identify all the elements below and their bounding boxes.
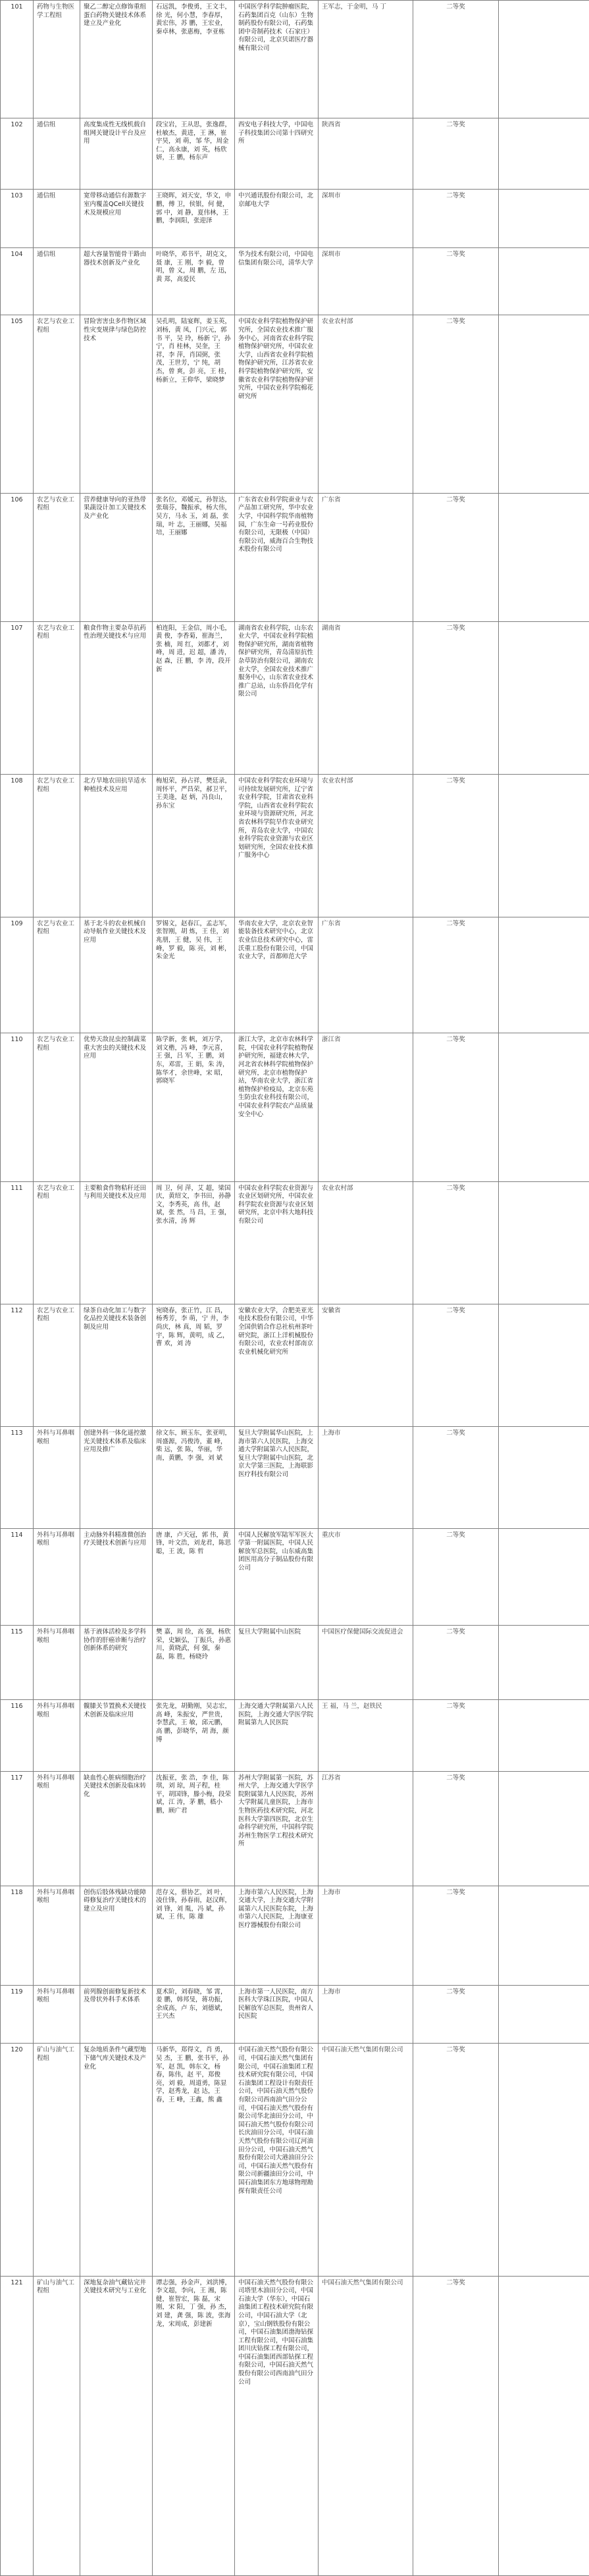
main-completers: 段宝岩，王从思，张逸群，杜敏杰，黄进，王 淋，崔宇昊，刘 萌，邹 华，周金仁，高永康，刘 英，杨欣妍，王 鹏，杨东声 — [153, 118, 235, 189]
main-units: 湖南省农业科学院，山东农业大学，中国农业科学院植物保护研究所，湖南省植物保护研究所，青岛清原抗性杂草防治有限公司，湖南农业大学，全国农业技术推广服务中心，山东省农业技术推广总站，山东侨昌化学有限公司 — [235, 621, 319, 775]
award-rows — [1, 1, 589, 2576]
main-units: 苏州大学附属第一医院，苏州大学，上海交通大学医学院附属第九人民医院，苏州大学附属儿童医院，上海市生物医药技术研究院，河北医科大学第四医院，北京生命科学研究所，中国科学院苏州生物医学工程技术研究所 — [235, 1771, 319, 1886]
award-grade: 二等奖 — [413, 1771, 499, 1886]
table-row — [1, 621, 589, 775]
nominator: 广东省 — [319, 917, 413, 1033]
project-number: 101 — [1, 1, 34, 118]
review-group: 矿山与油气工程组 — [34, 2276, 80, 2575]
main-completers: 陈学新，张 帆，刘万学，刘文楷，冯 峰，李元喜，王 强，吕 军，王 鹏，刘 东，邓雷，王 娟，朱 涛，陈华才，余世峰，宋 昭，郭晓军 — [153, 1033, 235, 1181]
table-row — [1, 1427, 589, 1529]
project-number: 108 — [1, 775, 34, 917]
blank-cell — [499, 2276, 589, 2575]
project-number: 103 — [1, 190, 34, 248]
award-grade: 二等奖 — [413, 493, 499, 621]
main-completers: 宛晓春，张正竹，江 昌，杨秀芳，李 萌，宁 井，李尚庆，林 真，周 韬，罗 宇，陈 辉，黄明，成 乙，曹 欢，刘 涛 — [153, 1304, 235, 1426]
review-group: 外科与耳鼻咽喉组 — [34, 1700, 80, 1771]
main-units: 上海市第一人民医院，南方医科大学珠江医院，中国人民解放军总医院，贵州省人民医院 — [235, 1985, 319, 2044]
main-units: 中国人民解放军陆军军医大学第一附属医院，中国人民解放军总医院，山东威高集团医用高分子制品股份有限公司 — [235, 1528, 319, 1625]
main-completers: 樊 嘉，周 俭，高 强，杨欣荣，史颖弘，丁振兵，孙惠川，黄晓武，何 强，秦 磊，陈 胜，杨晓玲 — [153, 1625, 235, 1699]
main-completers: 张先龙，胡勤刚，吴志宏，高 峰，朱振安，严世贵，李慧武，王 敏，邱元鹏，高 鹏，彭晓华，胡 海，颜 博 — [153, 1700, 235, 1771]
table-row — [1, 315, 589, 493]
project-title: 粮食作物主要杂草抗药性治理关键技术与应用 — [80, 621, 153, 775]
blank-cell — [499, 775, 589, 917]
table-row — [1, 1181, 589, 1304]
blank-cell — [499, 190, 589, 248]
blank-cell — [499, 1181, 589, 1304]
nominator: 农业农村部 — [319, 775, 413, 917]
blank-cell — [499, 1771, 589, 1886]
award-grade: 二等奖 — [413, 190, 499, 248]
award-grade: 二等奖 — [413, 1181, 499, 1304]
award-grade: 二等奖 — [413, 2276, 499, 2575]
review-group: 农艺与农业工程组 — [34, 775, 80, 917]
nominator: 上海市 — [319, 1427, 413, 1529]
project-number: 109 — [1, 917, 34, 1033]
table-row — [1, 248, 589, 315]
nominator: 湖南省 — [319, 621, 413, 775]
main-units: 中国石油天然气股份有限公司塔里木油田分公司，中国石油大学（华东），中国石油集团工程技术研究院有限公司，中国石油大学（北京），宝山钢铁股份有限公司，中国石油集团渤海钻探工程有限公司，中国石油集团川庆钻探工程有限公司，中国石油集团西部钻探工程有限公司，中国石油天然气股份有限公司西南油气田分公司 — [235, 2276, 319, 2575]
main-completers: 罗锡文，赵春江，孟志军，张智刚，胡 炼，王 佳，刘兆朋，王 健，吴 伟，王 峰，罗 毅，陈 亮，刘 彬，朱金光 — [153, 917, 235, 1033]
blank-cell — [499, 118, 589, 189]
nominator: 上海市 — [319, 1886, 413, 1985]
project-title: 聚乙二醇定点修饰重组蛋白药物关键技术体系建立及产业化 — [80, 1, 153, 118]
main-units: 中兴通讯股份有限公司，北京邮电大学 — [235, 190, 319, 248]
project-title: 基于北斗的农业机械自动导航作业关键技术及应用 — [80, 917, 153, 1033]
project-title: 超大容量智能骨干路由器技术创新及产业化 — [80, 248, 153, 315]
project-number: 107 — [1, 621, 34, 775]
nominator: 中国石油天然气集团有限公司 — [319, 2276, 413, 2575]
nominator: 广东省 — [319, 493, 413, 621]
table-row — [1, 1771, 589, 1886]
blank-cell — [499, 1528, 589, 1625]
blank-cell — [499, 1700, 589, 1771]
blank-cell — [499, 1985, 589, 2044]
award-grade: 二等奖 — [413, 2044, 499, 2276]
main-units: 上海交通大学附属第六人民医院，上海交通大学医学院附属第九人民医院 — [235, 1700, 319, 1771]
nominator: 陕西省 — [319, 118, 413, 189]
project-number: 111 — [1, 1181, 34, 1304]
main-completers: 梅旭荣，孙占祥，樊廷录，周怀平，严昌荣，郝卫平，王美逢，赵 炳，冯良山，孙东宝 — [153, 775, 235, 917]
review-group: 外科与耳鼻咽喉组 — [34, 1625, 80, 1699]
project-number: 106 — [1, 493, 34, 621]
blank-cell — [499, 917, 589, 1033]
blank-cell — [499, 621, 589, 775]
award-grade: 二等奖 — [413, 1, 499, 118]
blank-cell — [499, 1, 589, 118]
project-number: 105 — [1, 315, 34, 493]
table-row — [1, 1625, 589, 1699]
table-row — [1, 1886, 589, 1985]
table-row — [1, 917, 589, 1033]
award-grade: 二等奖 — [413, 1625, 499, 1699]
nominator: 中国医疗保健国际交流促进会 — [319, 1625, 413, 1699]
review-group: 外科与耳鼻咽喉组 — [34, 1771, 80, 1886]
table-row — [1, 190, 589, 248]
award-grade: 二等奖 — [413, 315, 499, 493]
blank-cell — [499, 1427, 589, 1529]
table-row — [1, 1700, 589, 1771]
project-number: 102 — [1, 118, 34, 189]
review-group: 农艺与农业工程组 — [34, 917, 80, 1033]
main-completers: 徐文东，顾玉东，张亚明，周盛源，冯俊涛，董 峰，柴 远，张 陈，华丽，华 南，黄鹏，李 强，刘 斌 — [153, 1427, 235, 1529]
main-units: 复旦大学附属华山医院，上海市第六人民医院，上海交通大学附属第六人民医院，复旦大学附属中山医院，北京大学第三医院，上海联影医疗科技有限公司 — [235, 1427, 319, 1529]
review-group: 矿山与油气工程组 — [34, 2044, 80, 2276]
table-row — [1, 1304, 589, 1426]
table-row — [1, 1985, 589, 2044]
main-completers: 沈振亚，张 浩，李 佳，陈 琪，刘 琼，周子程，桂 平，胡国锋，滕小梅，段荣斌，江 涛，茅 鹏，嵇小鹏，顾广君 — [153, 1771, 235, 1886]
table-row — [1, 2276, 589, 2575]
award-grade: 二等奖 — [413, 1886, 499, 1985]
main-completers: 夏术阶，刘春晓，邹 霄，姜 鹏，韩邦旻，蒋功振，余成高，卢 东，刘德斌，王兴杰 — [153, 1985, 235, 2044]
award-grade: 二等奖 — [413, 248, 499, 315]
main-completers: 石远凯，李俊勇，王文丰，徐 光，何小慧，李春厚，黄宏伟，苏 鹏，王宏业，秦卓林，张惠梅，李亚栋 — [153, 1, 235, 118]
review-group: 农艺与农业工程组 — [34, 1033, 80, 1181]
table-row — [1, 1, 589, 118]
review-group: 通信组 — [34, 190, 80, 248]
main-completers: 张名位，邓媛元，孙智达，张瑞芬，魏振承，杨大伟，吴方，马永 玉，刘 磊，张 瑞，叶 志，王丽娜，吴福培，王丽娜 — [153, 493, 235, 621]
blank-cell — [499, 248, 589, 315]
award-grade: 二等奖 — [413, 917, 499, 1033]
blank-cell — [499, 1304, 589, 1426]
review-group: 外科与耳鼻咽喉组 — [34, 1427, 80, 1529]
project-title: 绿茶自动化加工与数字化品控关键技术装备创制及应用 — [80, 1304, 153, 1426]
project-title: 优势天敌昆虫控制蔬菜重大害虫的关键技术及应用 — [80, 1033, 153, 1181]
main-completers: 柏连阳，王金信，周小毛，黄 俊，李香菊，崔海兰，张 楠，周 红，刘都才，刘 峰，周 进，迟 超，潘 涛，赵 森，汪 鹏，李 涛，段开新 — [153, 621, 235, 775]
award-grade: 二等奖 — [413, 118, 499, 189]
nominator: 上海市 — [319, 1985, 413, 2044]
table-row — [1, 2044, 589, 2276]
main-completers: 唐 康，卢天冠，郭 伟，黄 锋，叶文浩，刘龙君，陈思聪，王 波，陈 哲 — [153, 1528, 235, 1625]
nominator: 农业农村部 — [319, 315, 413, 493]
main-units: 中国农业科学院农业环境与可持续发展研究所，辽宁省农业科学院，甘肃省农业科学院，山西省农业科学院农业环境与资源研究所，河北省农林科学院旱作农业研究所，青岛农业大学，中国农业科学院农业资源与农业区划研究所，全国农业技术推广服务中心 — [235, 775, 319, 917]
award-grade: 二等奖 — [413, 621, 499, 775]
table-row — [1, 493, 589, 621]
project-title: 前列腺创面修复新技术及带状外科手术体系 — [80, 1985, 153, 2044]
review-group: 外科与耳鼻咽喉组 — [34, 1886, 80, 1985]
review-group: 药物与生物医学工程组 — [34, 1, 80, 118]
main-units: 中国石油天然气股份有限公司，中国石油天然气集团有限公司，中国石油集团工程技术研究院有限公司，中国石油集团工程设计有限责任公司，中国石油天然气股份有限公司西南油气田分公司，中国石油天然气股份有限公司华北油田分公司，中国石油天然气股份有限公司长庆油田分公司，中国石油天然气股份有限公司辽河油田分公司，中国石油天然气股份有限公司大港油田分公司，中国石油天然气股份有限公司新疆油田分公司，中国石油集团东方地球物理勘探有限责任公司 — [235, 2044, 319, 2276]
nominator: 浙江省 — [319, 1033, 413, 1181]
table-row — [1, 118, 589, 189]
review-group: 外科与耳鼻咽喉组 — [34, 1985, 80, 2044]
award-grade: 二等奖 — [413, 1427, 499, 1529]
project-title: 基于液体活检及多学科协作的肝癌诊断与治疗创新体系的研究 — [80, 1625, 153, 1699]
blank-cell — [499, 2044, 589, 2276]
project-title: 创伤后肢体残缺功能障碍修复治疗关键技术的建立及应用 — [80, 1886, 153, 1985]
main-units: 复旦大学附属中山医院 — [235, 1625, 319, 1699]
project-title: 创建外科一体化遥控激光关键技术体系及临床应用及推广 — [80, 1427, 153, 1529]
main-completers: 周 卫，何 萍，艾 超，梁国庆，黄绍文，李书田，孙静文，李秀英，高 伟，赵 斌，张 然，马 昌，王 强，张水清，汤 辉 — [153, 1181, 235, 1304]
review-group: 农艺与农业工程组 — [34, 1181, 80, 1304]
review-group: 农艺与农业工程组 — [34, 493, 80, 621]
project-number: 121 — [1, 2276, 34, 2575]
project-title: 深地复杂油气藏钻完井关键技术研究与工业化 — [80, 2276, 153, 2575]
project-number: 115 — [1, 1625, 34, 1699]
project-title: 缺血性心脏病细胞治疗关键技术创新及临床转化 — [80, 1771, 153, 1886]
project-number: 118 — [1, 1886, 34, 1985]
project-number: 110 — [1, 1033, 34, 1181]
project-title: 宽带移动通信有源数字室内覆盖QCell关键技术及规模应用 — [80, 190, 153, 248]
project-title: 营养健康导向的亚热带果蔬设计加工关键技术及产业化 — [80, 493, 153, 621]
nominator: 安徽省 — [319, 1304, 413, 1426]
main-units: 西安电子科技大学，中国电子科技集团公司第十四研究所 — [235, 118, 319, 189]
project-number: 116 — [1, 1700, 34, 1771]
review-group: 农艺与农业工程组 — [34, 315, 80, 493]
project-title: 北方旱地农田抗旱适水种植技术及应用 — [80, 775, 153, 917]
review-group: 外科与耳鼻咽喉组 — [34, 1528, 80, 1625]
award-grade: 二等奖 — [413, 1528, 499, 1625]
main-completers: 范存义，蔡协艺，刘 叶，凌仕锋，孙春雨，赵汉辉，刘 锋，刘 胤，冯 斌，孙 斌，王 伟，陈 雄 — [153, 1886, 235, 1985]
table-row — [1, 1528, 589, 1625]
blank-cell — [499, 1033, 589, 1181]
main-units: 中国农业科学院农业资源与农业区划研究所，中国农业科学院农业资源与农业区划研究所，北京中科大地科技有限公司 — [235, 1181, 319, 1304]
nominator: 中国石油天然气集团有限公司 — [319, 2044, 413, 2276]
nominator: 王军志，于金明，马 丁 — [319, 1, 413, 118]
main-units: 华南农业大学，北京农业智能装备技术研究中心，北京农业信息技术研究中心，雷沃重工股份有限公司，中国农业大学，首都师范大学 — [235, 917, 319, 1033]
award-grade: 二等奖 — [413, 775, 499, 917]
main-units: 浙江大学，北京市农林科学院，中国农业科学院植物保护研究所，福建农林大学，河北省农林科学院植物保护研究所，北京市植物保护站，华南农业大学，浙江省植物保护检疫局，北京东苑生防虫农业科技有限公司，中国农业科学院农产品质量安全中心 — [235, 1033, 319, 1181]
award-grade: 二等奖 — [413, 1985, 499, 2044]
blank-cell — [499, 1625, 589, 1699]
main-units: 华为技术有限公司，中国电信集团有限公司，清华大学 — [235, 248, 319, 315]
nominator: 王 福，马 兰，赵铁民 — [319, 1700, 413, 1771]
main-completers: 谭志强，孙金声，刘洪博，李文超，李向，王 湘，陈 健，崔智宏，陈 磊，宋 刚，宋 阳，丁 强，孙 杰，刘 建，龚 强，陈 波，张海龙，宋周成，彭建新 — [153, 2276, 235, 2575]
project-number: 104 — [1, 248, 34, 315]
review-group: 农艺与农业工程组 — [34, 1304, 80, 1426]
main-completers: 叶晓华，邓书平，胡克文，聂 康，王 刚，李 毅，曾明，曾 义，周 鹏，左 迅，黄 郑，高爱民 — [153, 248, 235, 315]
project-title: 髋膝关节置换术关键技术创新及临床应用 — [80, 1700, 153, 1771]
blank-cell — [499, 315, 589, 493]
nominator: 深圳市 — [319, 190, 413, 248]
main-completers: 马新华，郑得文，肖 勇，吴 杰，王 鹏，张书平，孙 军，赵 凯，韩东文，杨 春，陈伟，赵 平，郑俊亮，刘 毅，周道勇，陈显学，赵秀龙，赵 达，王 春，王 峰，王鑫，熊 鑫 — [153, 2044, 235, 2276]
nominator: 深圳市 — [319, 248, 413, 315]
table-row — [1, 775, 589, 917]
project-title: 复杂地质条件气藏型地下储气库关键技术及产业化 — [80, 2044, 153, 2276]
main-units: 中国农业科学院植物保护研究所，全国农业技术推广服务中心，河南省农业科学院植物保护研究所，中国农业大学，山西省农业科学院植物保护研究所，江苏省农业科学院植物保护研究所，安徽省农业科学院植物保护研究所，中国农业科学院棉花研究所 — [235, 315, 319, 493]
project-number: 114 — [1, 1528, 34, 1625]
project-number: 112 — [1, 1304, 34, 1426]
main-units: 安徽农业大学，合肥美亚光电技术股份有限公司，中华全国供销合作总社杭州茶叶研究院，浙江上洋机械股份有限公司，农业农村部南京农业机械化研究所 — [235, 1304, 319, 1426]
project-number: 119 — [1, 1985, 34, 2044]
project-number: 120 — [1, 2044, 34, 2276]
main-units: 广东省农业科学院蚕业与农产品加工研究所，华中农业大学，中国科学院华南植物园，广东生命一号药业股份有限公司，无限极（中国）有限公司，威海百合生物技术股份有限公司 — [235, 493, 319, 621]
main-units: 上海市第六人民医院，上海交通大学，上海交通大学附属第六人民医院东院，上海市第六人民医院，上海康亚医疗器械股份有限公司 — [235, 1886, 319, 1985]
review-group: 通信组 — [34, 248, 80, 315]
blank-cell — [499, 493, 589, 621]
main-completers: 吴孔明，陆宴辉，姜玉英，刘杨，黄 凤，门兴元，郭书 平，吴 玲，杨新 宁，孙 宁，肖 桂林，吴奎，王 祥，李 萍，肖国弼，张 茂，王世芳，宁 纯，胡 杰，曾 爽，彭 亮，王 桂，杨新立，王仰华，梁晓梦 — [153, 315, 235, 493]
review-group: 通信组 — [34, 118, 80, 189]
project-title: 冒险害害虫多作物区域性灾变规律与绿色防控技术 — [80, 315, 153, 493]
award-grade: 二等奖 — [413, 1700, 499, 1771]
project-number: 113 — [1, 1427, 34, 1529]
nominator: 农业农村部 — [319, 1181, 413, 1304]
table-row — [1, 1033, 589, 1181]
nominator: 江苏省 — [319, 1771, 413, 1886]
main-completers: 王晓晖，刘天安，华文，申 鹏，傅 卫，侯银，何 健，郭 中，刘 静，夏伟林，王 鹏，李润阳，张迎泽 — [153, 190, 235, 248]
project-title: 高度集成性无线机载自组网关键设计平台及应用 — [80, 118, 153, 189]
award-grade: 二等奖 — [413, 1033, 499, 1181]
award-grade: 二等奖 — [413, 1304, 499, 1426]
project-title: 主动脉外科精准微创治疗关键技术创新与应用 — [80, 1528, 153, 1625]
project-title: 主要粮食作物秸秆还田与利用关键技术及应用 — [80, 1181, 153, 1304]
blank-cell — [499, 1886, 589, 1985]
nominator: 重庆市 — [319, 1528, 413, 1625]
main-units: 中国医学科学院肿瘤医院，石药集团百克（山东）生物制药股份有限公司，石药集团中奇制药技术（石家庄）有限公司，北京贝诺医疗器械有限公司 — [235, 1, 319, 118]
review-group: 农艺与农业工程组 — [34, 621, 80, 775]
project-number: 117 — [1, 1771, 34, 1886]
